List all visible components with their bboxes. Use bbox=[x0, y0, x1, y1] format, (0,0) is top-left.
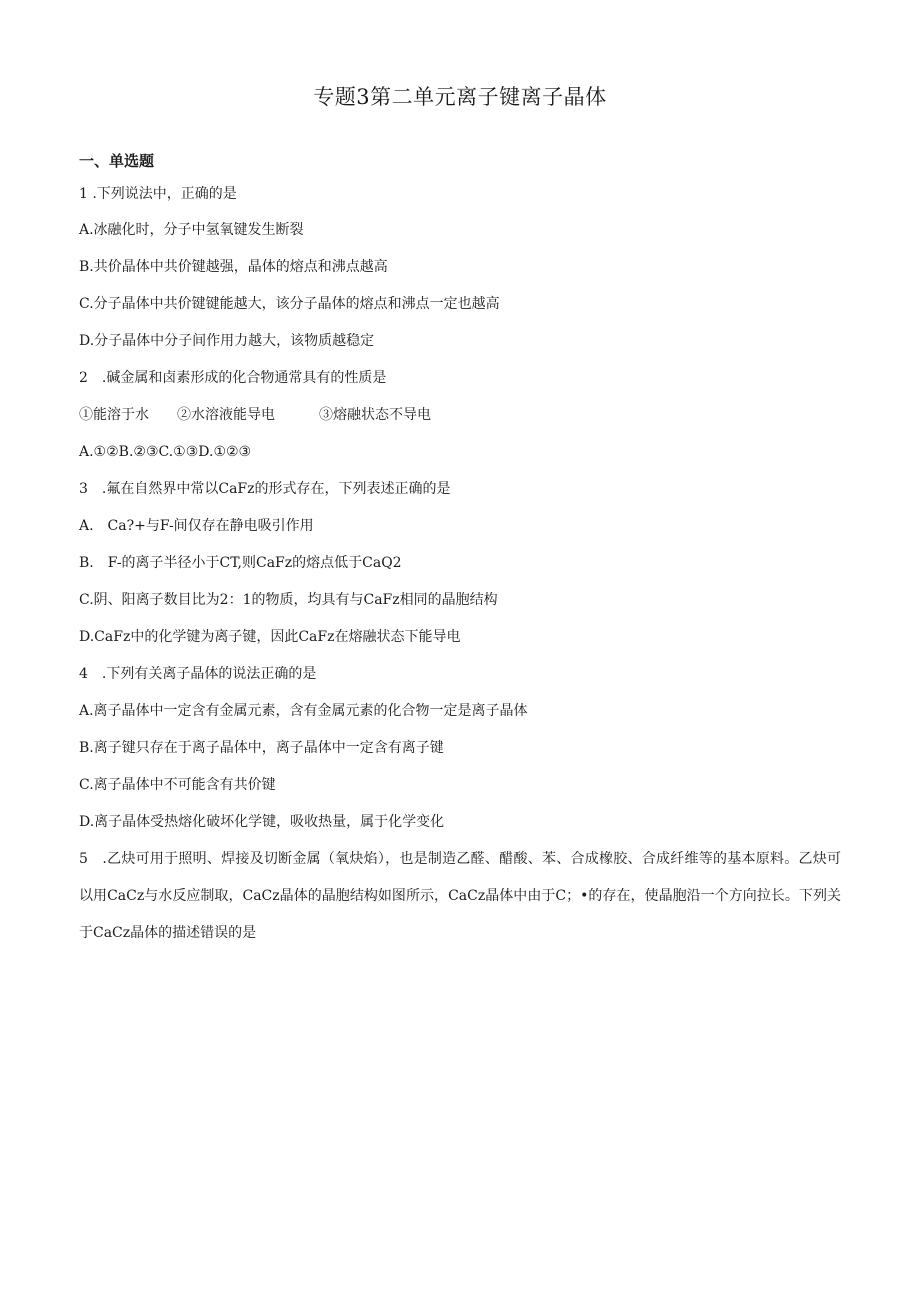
question-3-option-c: C.阴、阳离子数目比为2：1的物质，均具有与CaFz相同的晶胞结构 bbox=[79, 592, 498, 608]
question-1-option-c: C.分子晶体中共价键键能越大，该分子晶体的熔点和沸点一定也越高 bbox=[79, 296, 500, 312]
question-3-option-d: D.CaFz中的化学键为离子键，因此CaFz在熔融状态下能导电 bbox=[79, 629, 461, 645]
question-3-stem: 3 .氟在自然界中常以CaFz的形式存在，下列表述正确的是 bbox=[79, 481, 451, 497]
question-2-item-3: ③熔融状态不导电 bbox=[319, 407, 431, 423]
question-2-options: A.①②B.②③C.①③D.①②③ bbox=[79, 444, 252, 460]
section-heading: 一、单选题 bbox=[79, 152, 155, 170]
question-4-option-d: D.离子晶体受热熔化破坏化学键，吸收热量，属于化学变化 bbox=[79, 814, 445, 830]
question-2-item-1: ①能溶于水 bbox=[79, 407, 149, 423]
question-1-option-a: A.冰融化时，分子中氢氧键发生断裂 bbox=[79, 222, 304, 238]
question-4-option-c: C.离子晶体中不可能含有共价键 bbox=[79, 777, 276, 793]
question-4-option-a: A.离子晶体中一定含有金属元素，含有金属元素的化合物一定是离子晶体 bbox=[79, 703, 528, 719]
question-2-item-2: ②水溶液能导电 bbox=[177, 407, 275, 423]
question-5-stem: 5 .乙炔可用于照明、焊接及切断金属（氧炔焰），也是制造乙醛、醋酸、苯、合成橡胶、合成纤维等的基本原料。乙炔可以用CaCz与水反应制取，CaCz晶体的晶胞结构如图所示，CaCz晶体中由于C；•的存在，使晶胞沿一个方向拉长。下列关于CaCz晶体的描述错误的是 bbox=[79, 851, 841, 941]
question-4-option-b: B.离子键只存在于离子晶体中，离子晶体中一定含有离子键 bbox=[79, 740, 444, 756]
question-2-items bbox=[79, 404, 431, 426]
question-3-option-a: A. Ca?+与F-间仅存在静电吸引作用 bbox=[79, 518, 314, 534]
question-2-stem: 2 .碱金属和卤素形成的化合物通常具有的性质是 bbox=[79, 370, 387, 386]
question-1-option-b: B.共价晶体中共价键越强，晶体的熔点和沸点越高 bbox=[79, 259, 388, 275]
question-1-stem: 1 .下列说法中，正确的是 bbox=[79, 186, 237, 202]
question-4-stem: 4 .下列有关离子晶体的说法正确的是 bbox=[79, 666, 317, 682]
question-3-option-b: B. F-的离子半径小于CT,则CaFz的熔点低于CaQ2 bbox=[79, 555, 402, 571]
page-title: 专题3第二单元离子键离子晶体 bbox=[313, 85, 607, 109]
question-1-option-d: D.分子晶体中分子间作用力越大，该物质越稳定 bbox=[79, 333, 375, 349]
